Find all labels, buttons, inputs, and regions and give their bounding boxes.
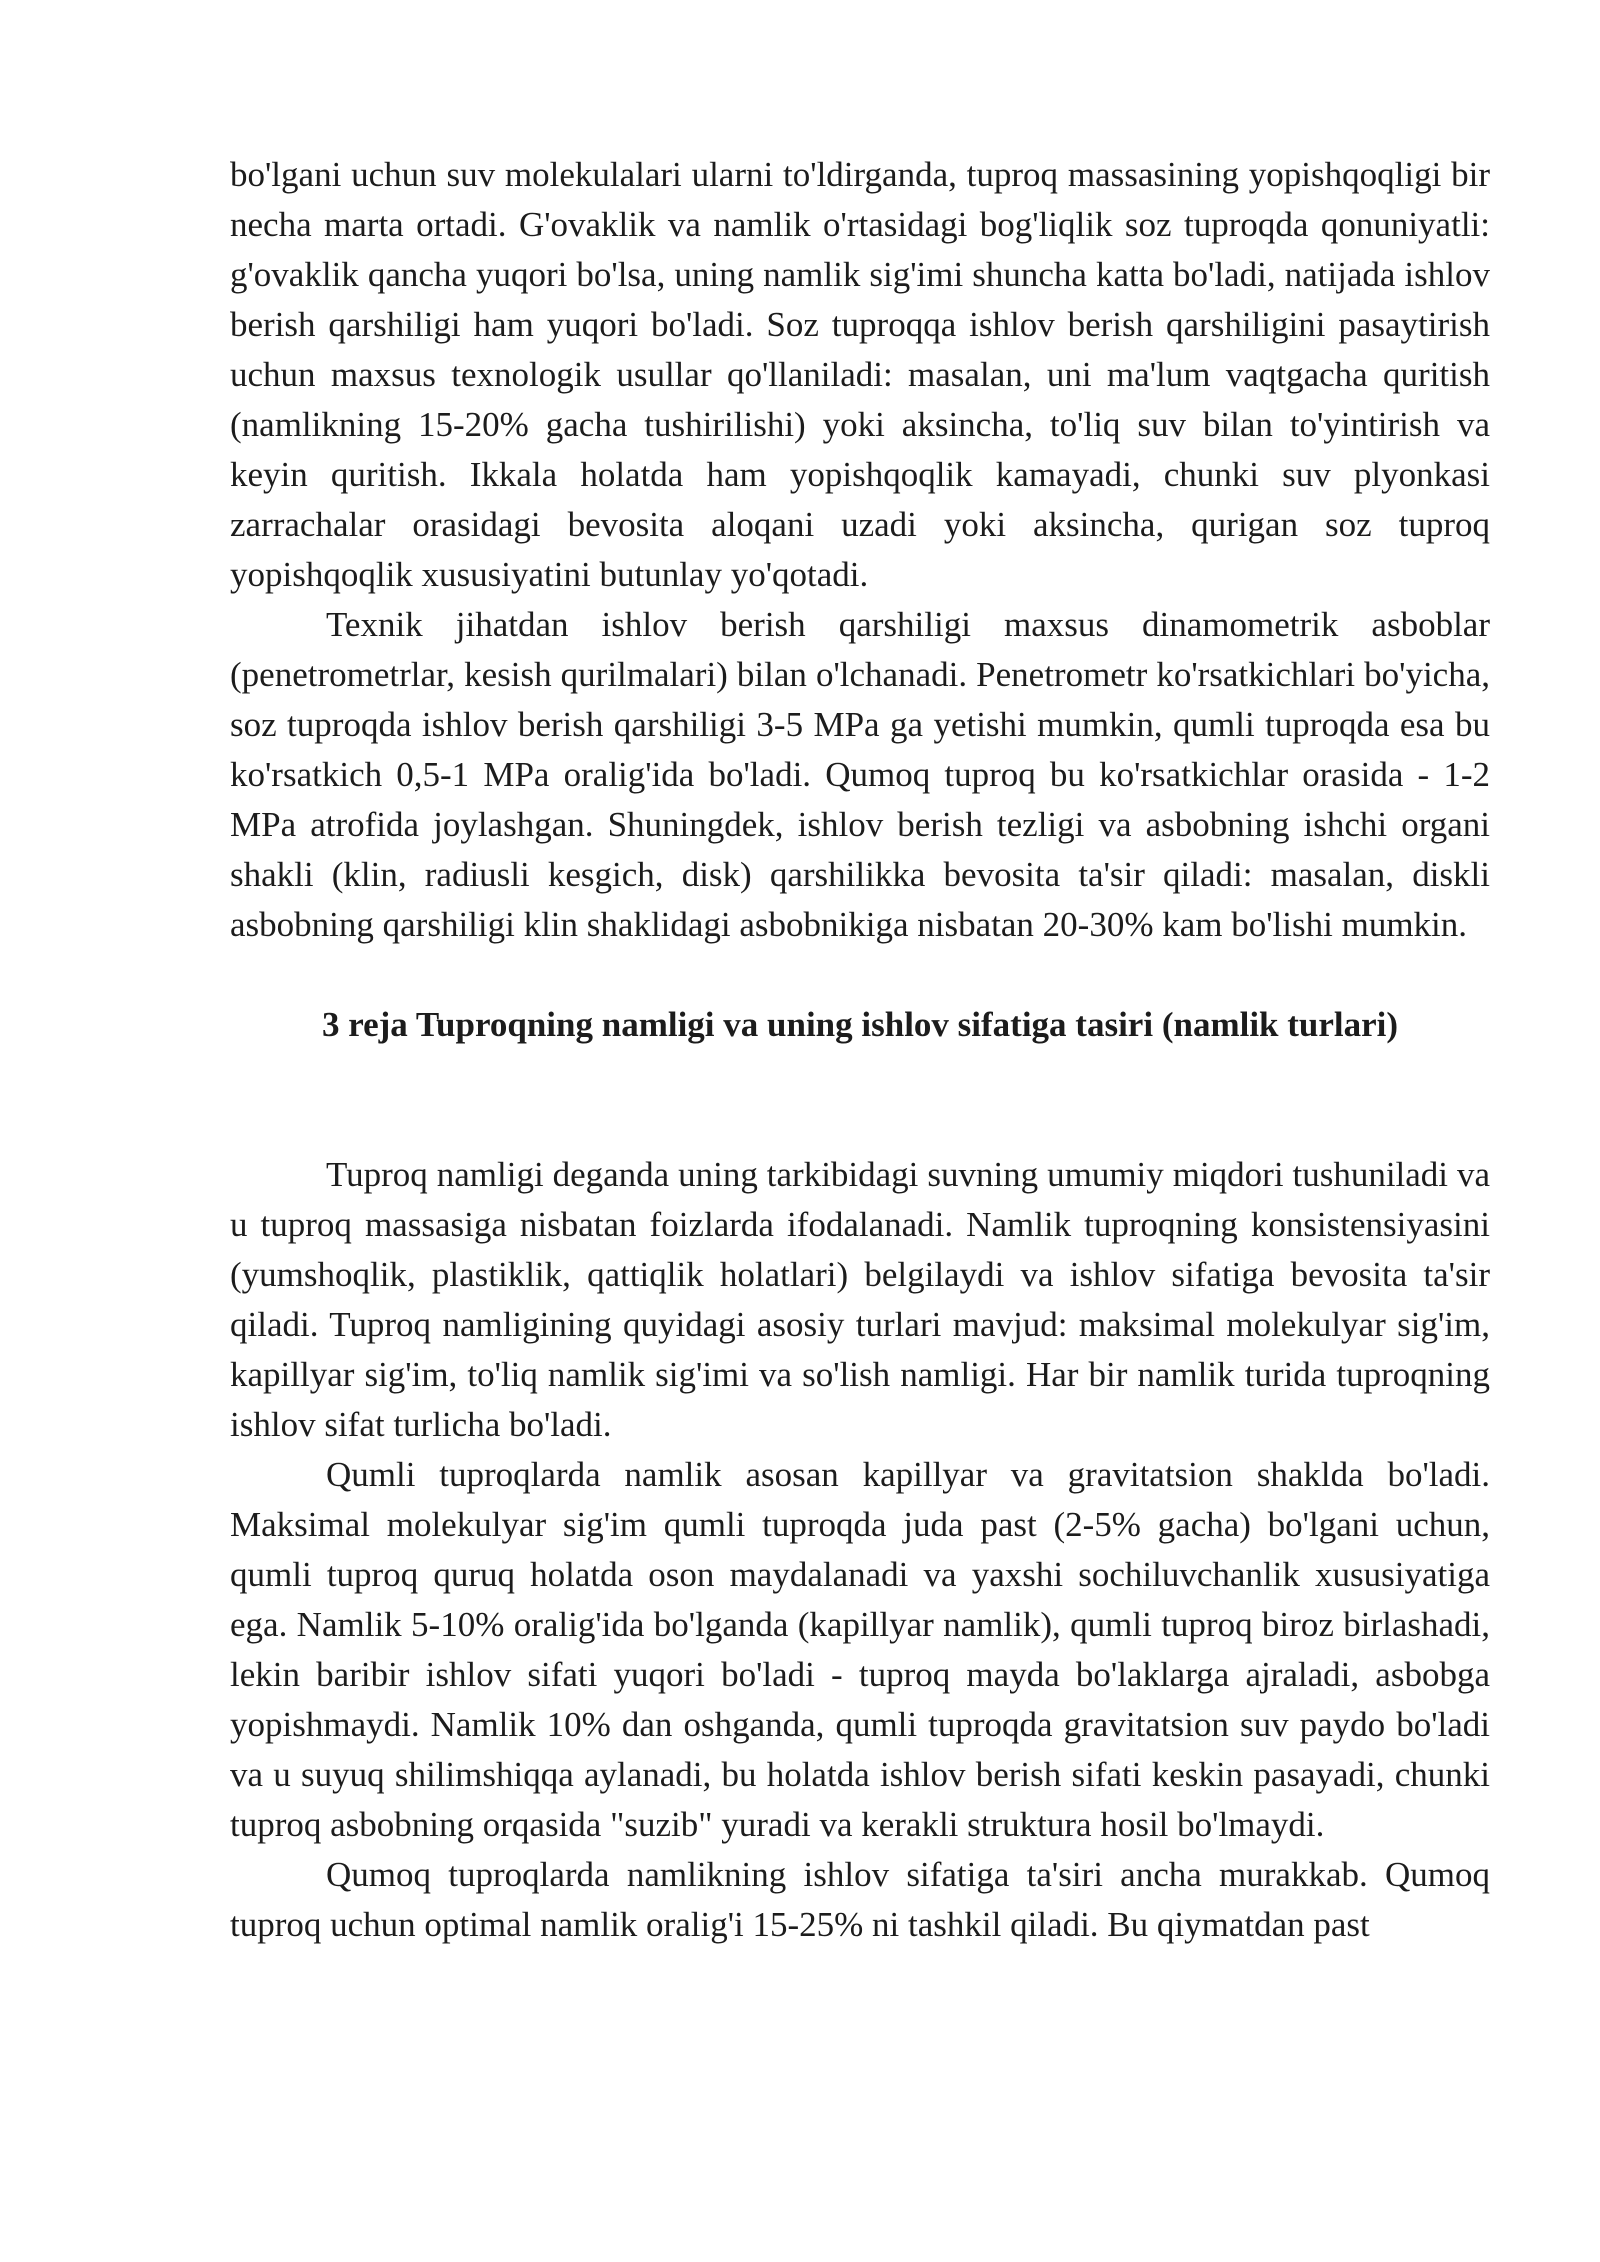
spacer xyxy=(230,950,1490,1000)
spacer xyxy=(230,1050,1490,1150)
paragraph-loamy-soil-moisture: Qumoq tuproqlarda namlikning ishlov sifatiga ta'siri ancha murakkab. Qumoq tuproq uchun optimal namlik oralig'i 15-25% ni tashkil qiladi. Bu qiymatdan past xyxy=(230,1855,1490,1944)
paragraph-resistance-measurement: Texnik jihatdan ishlov berish qarshiligi maxsus dinamometrik asboblar (penetrometrlar, kesish qurilmalari) bilan o'lchanadi. Penetrometr ko'rsatkichlari bo'yicha, soz tuproqda ishlov berish qarshiligi 3-5 MPa ga yetishi mumkin, qumli tuproqda esa bu ko'rsatkich 0,5-1 MPa oralig'ida bo'ladi. Qumoq tuproq bu ko'rsatkichlar orasida - 1-2 MPa atrofida joylashgan. Shuningdek, ishlov berish tezligi va asbobning ishchi organi shakli (klin, radiusli kesgich, disk) qarshilikka bevosita ta'sir qiladi: masalan, diskli asbobning qarshiligi klin shaklidagi asbobnikiga nisbatan 20-30% kam bo'lishi mumkin. xyxy=(230,605,1490,944)
paragraph-moisture-definition: Tuproq namligi deganda uning tarkibidagi suvning umumiy miqdori tushuniladi va u tuproq massasiga nisbatan foizlarda ifodalanadi. Namlik tuproqning konsistensiyasini (yumshoqlik, plastiklik, qattiqlik holatlari) belgilaydi va ishlov sifatiga bevosita ta'sir qiladi. Tuproq namligining quyidagi asosiy turlari mavjud: maksimal molekulyar sig'im, kapillyar sig'im, to'liq namlik sig'imi va so'lish namligi. Har bir namlik turida tuproqning ishlov sifat turlicha bo'ladi. xyxy=(230,1155,1490,1444)
document-page xyxy=(230,150,1490,1950)
paragraph-porosity-adhesion: bo'lgani uchun suv molekulalari ularni to'ldirganda, tuproq massasining yopishqoqligi bir necha marta ortadi. G'ovaklik va namlik o'rtasidagi bog'liqlik soz tuproqda qonuniyatli: g'ovaklik qancha yuqori bo'lsa, uning namlik sig'imi shuncha katta bo'ladi, natijada ishlov berish qarshiligi ham yuqori bo'ladi. Soz tuproqqa ishlov berish qarshiligini pasaytirish uchun maxsus texnologik usullar qo'llaniladi: masalan, uni ma'lum vaqtgacha quritish (namlikning 15-20% gacha tushirilishi) yoki aksincha, to'liq suv bilan to'yintirish va keyin quritish. Ikkala holatda ham yopishqoqlik kamayadi, chunki suv plyonkasi zarrachalar orasidagi bevosita aloqani uzadi yoki aksincha, qurigan soz tuproq yopishqoqlik xususiyatini butunlay yo'qotadi. xyxy=(230,155,1490,594)
paragraph-sandy-soil-moisture: Qumli tuproqlarda namlik asosan kapillyar va gravitatsion shaklda bo'ladi. Maksimal molekulyar sig'im qumli tuproqda juda past (2-5% gacha) bo'lgani uchun, qumli tuproq quruq holatda oson maydalanadi va yaxshi sochiluvchanlik xususiyatiga ega. Namlik 5-10% oralig'ida bo'lganda (kapillyar namlik), qumli tuproq biroz birlashadi, lekin baribir ishlov sifati yuqori bo'ladi - tuproq mayda bo'laklarga ajraladi, asbobga yopishmaydi. Namlik 10% dan oshganda, qumli tuproqda gravitatsion suv paydo bo'ladi va u suyuq shilimshiqqa aylanadi, bu holatda ishlov berish sifati keskin pasayadi, chunki tuproq asbobning orqasida "suzib" yuradi va kerakli struktura hosil bo'lmaydi. xyxy=(230,1455,1490,1844)
section-heading: 3 reja Tuproqning namligi va uning ishlov sifatiga tasiri (namlik turlari) xyxy=(321,1005,1399,1044)
